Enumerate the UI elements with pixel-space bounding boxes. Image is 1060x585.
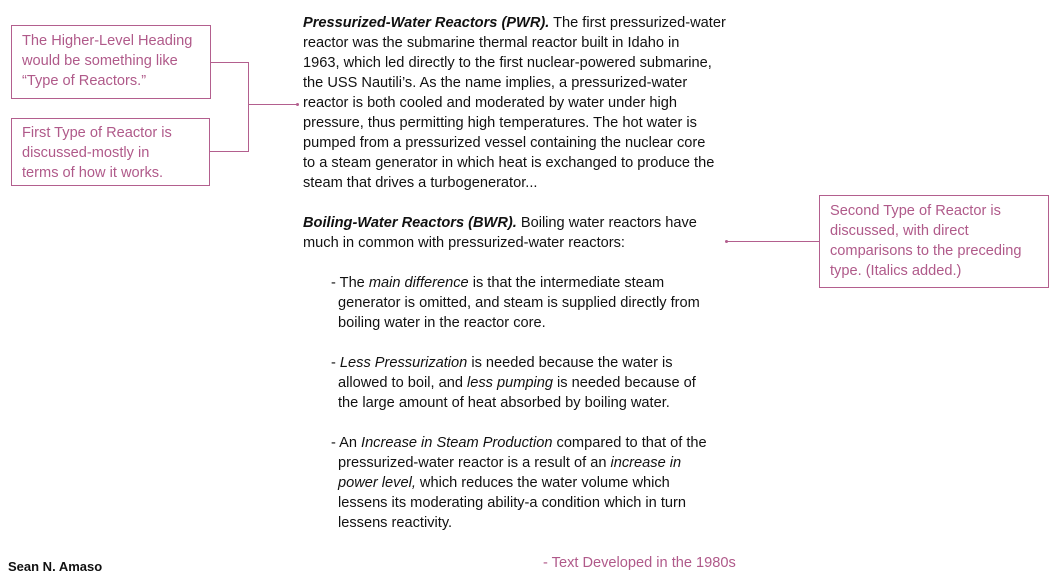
text-segment: is needed because the water is xyxy=(467,355,673,371)
emphasized-text: Increase in Steam Production xyxy=(361,435,553,451)
note-line: The Higher-Level Heading xyxy=(22,33,193,49)
text-line xyxy=(338,393,670,413)
emphasized-text: power level, xyxy=(338,475,416,491)
text-segment: compared to that of the xyxy=(552,435,707,451)
text-line xyxy=(338,513,452,533)
text-line xyxy=(338,473,670,493)
text-line xyxy=(303,113,697,133)
text-segment: 1963, which led directly to the first nuclear-powered submarine, xyxy=(303,55,712,71)
note-line: comparisons to the preceding xyxy=(830,243,1022,259)
emphasized-text: Pressurized-Water Reactors (PWR). xyxy=(303,15,550,31)
connector-line xyxy=(248,62,249,152)
text-line xyxy=(303,13,726,33)
emphasized-text: main difference xyxy=(368,275,469,291)
text-segment: pumped from a pressurized vessel containing the nuclear core xyxy=(303,135,706,151)
text-segment: the large amount of heat absorbed by boiling water. xyxy=(338,395,670,411)
text-segment: reactor was the submarine thermal reactor built in Idaho in xyxy=(303,35,680,51)
text-segment: boiling water in the reactor core. xyxy=(338,315,546,331)
text-line xyxy=(303,233,625,253)
text-line xyxy=(338,373,696,393)
text-segment: - An xyxy=(331,435,362,451)
text-segment: is that the intermediate steam xyxy=(468,275,665,291)
connector-line xyxy=(249,104,297,105)
text-segment: The first pressurized-water xyxy=(549,15,726,31)
text-segment: steam that drives a turbogenerator... xyxy=(303,175,538,191)
text-segment: - The xyxy=(331,275,369,291)
text-segment: to a steam generator in which heat is exchanged to produce the xyxy=(303,155,715,171)
text-line xyxy=(338,293,700,313)
author-name: Sean N. Amaso xyxy=(8,559,103,574)
note-line: would be something like xyxy=(22,53,178,69)
note-line: discussed, with direct xyxy=(830,223,969,239)
text-segment: reactor is both cooled and moderated by water under high xyxy=(303,95,677,111)
note-line: terms of how it works. xyxy=(22,165,164,181)
text-line xyxy=(303,213,697,233)
connector-dot xyxy=(725,240,728,243)
note-second-type xyxy=(819,195,1049,288)
connector-line xyxy=(211,62,249,63)
text-segment: is needed because of xyxy=(553,375,696,391)
text-segment: pressure, thus permitting high temperatures. The hot water is xyxy=(303,115,697,131)
text-line xyxy=(338,453,681,473)
note-line: Second Type of Reactor is xyxy=(830,203,1001,219)
text-line xyxy=(331,353,673,373)
text-segment: much in common with pressurized-water reactors: xyxy=(303,235,625,251)
text-line xyxy=(303,53,712,73)
text-segment: - xyxy=(331,355,340,371)
text-segment: pressurized-water reactor is a result of an xyxy=(338,455,611,471)
text-segment: lessens its moderating ability-a condition which in turn xyxy=(338,495,686,511)
connector-dot xyxy=(296,103,299,106)
note-line: First Type of Reactor is xyxy=(22,125,172,141)
note-line: discussed-mostly in xyxy=(22,145,150,161)
text-line xyxy=(303,173,537,193)
text-segment: generator is omitted, and steam is supplied directly from xyxy=(338,295,700,311)
text-segment: lessens reactivity. xyxy=(338,515,453,531)
text-line xyxy=(331,273,664,293)
text-segment: allowed to boil, and xyxy=(338,375,467,391)
note-line: “Type of Reactors.” xyxy=(22,73,147,89)
text-segment: which reduces the water volume which xyxy=(415,475,670,491)
text-line xyxy=(303,93,677,113)
text-line xyxy=(331,433,707,453)
text-segment: the USS Nautili’s. As the name implies, a pressurized-water xyxy=(303,75,688,91)
connector-line xyxy=(210,151,249,152)
text-line xyxy=(303,133,705,153)
text-line xyxy=(338,493,686,513)
text-line xyxy=(303,33,679,53)
emphasized-text: Less Pressurization xyxy=(339,355,468,371)
text-segment: Boiling water reactors have xyxy=(516,215,697,231)
emphasized-text: increase in xyxy=(610,455,682,471)
text-line xyxy=(303,73,687,93)
emphasized-text: Boiling-Water Reactors (BWR). xyxy=(303,215,517,231)
connector-line xyxy=(727,241,819,242)
text-line xyxy=(303,153,714,173)
note-higher-level-heading xyxy=(11,25,211,99)
emphasized-text: less pumping xyxy=(467,375,553,391)
source-credit: - Text Developed in the 1980s xyxy=(543,555,736,571)
note-first-type xyxy=(11,118,210,186)
note-line: type. (Italics added.) xyxy=(830,263,962,279)
text-line xyxy=(338,313,546,333)
